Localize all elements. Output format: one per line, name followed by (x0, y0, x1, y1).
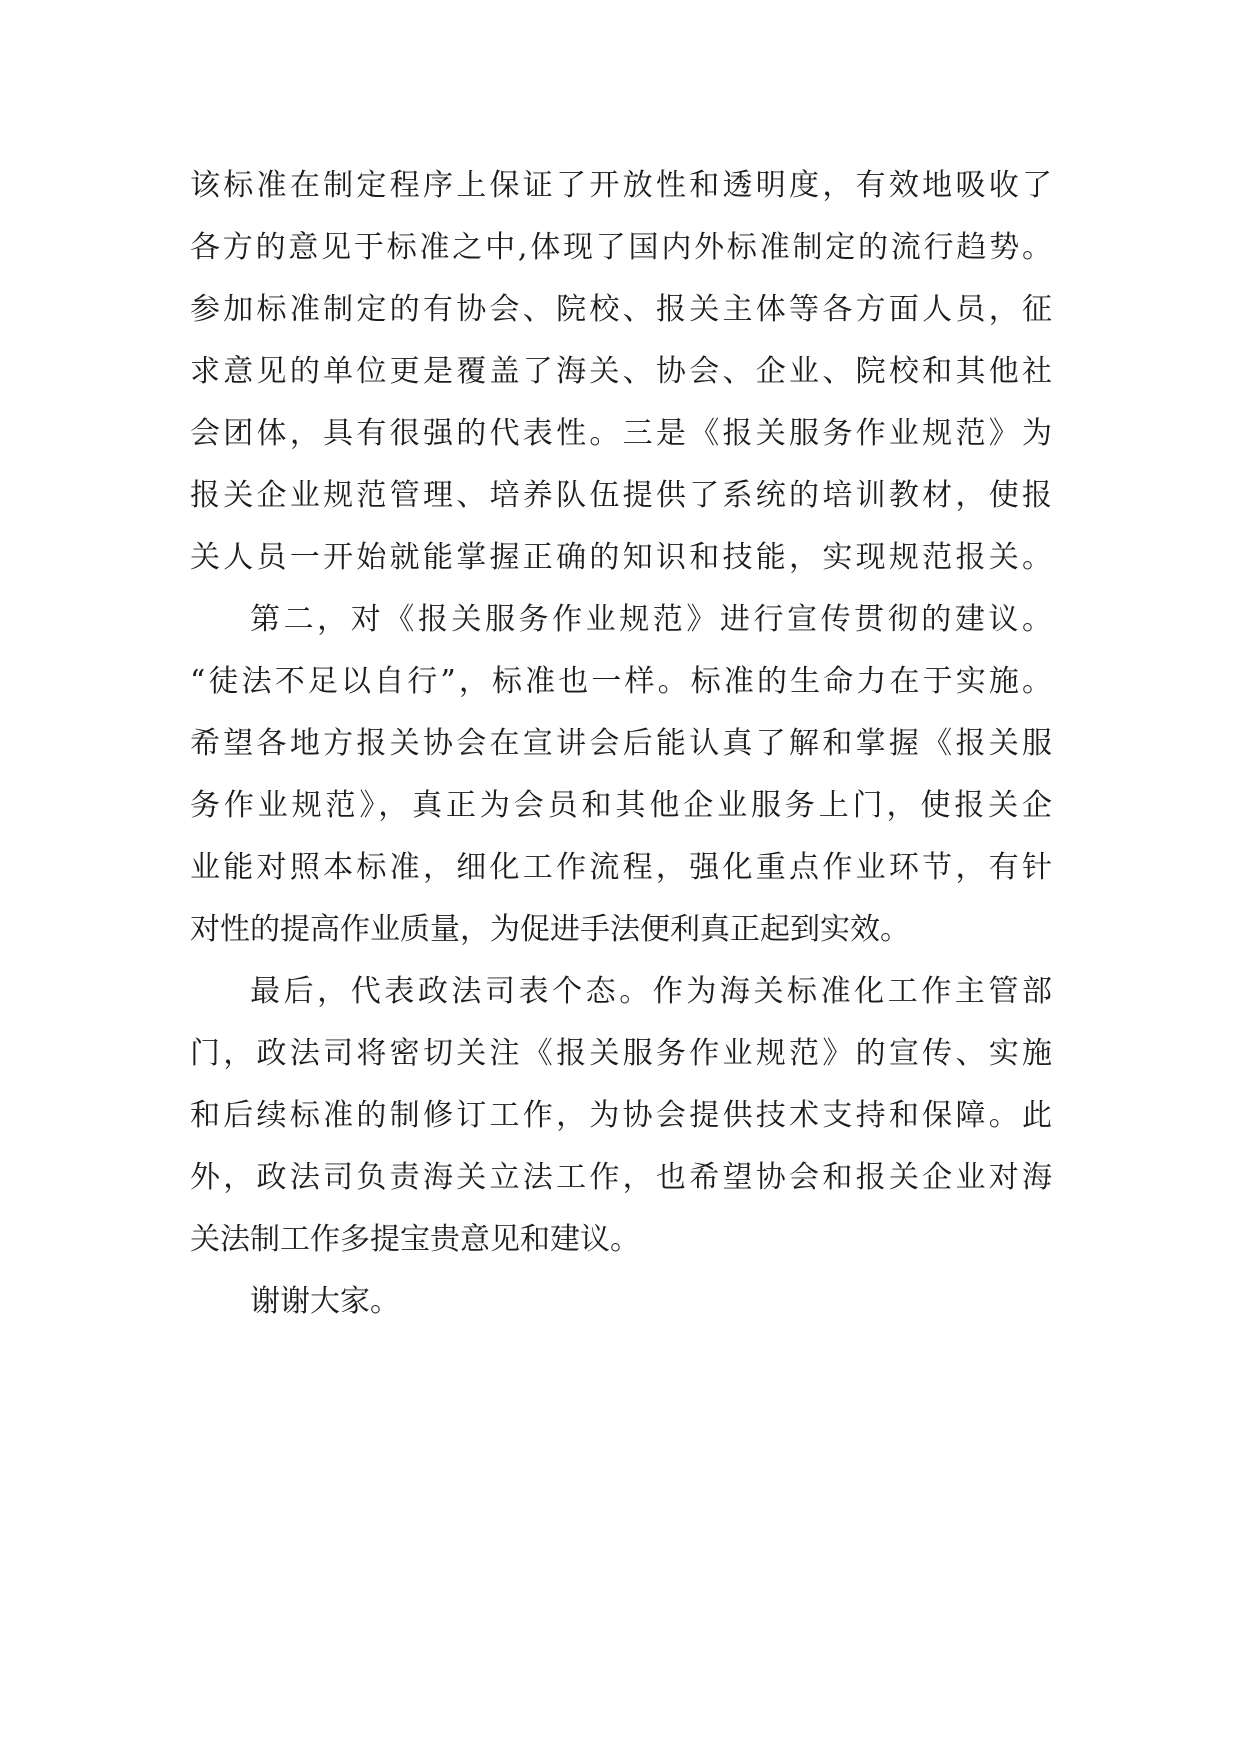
text-line: 报关企业规范管理、培养队伍提供了系统的培训教材，使报 (190, 478, 1052, 513)
text-line: “徒法不足以自行”，标准也一样。标准的生命力在于实施。 (190, 664, 1052, 699)
text-line: 最后，代表政法司表个态。作为海关标准化工作主管部 (250, 974, 1052, 1009)
text-line: 外，政法司负责海关立法工作，也希望协会和报关企业对海 (190, 1160, 1052, 1195)
text-line: 参加标准制定的有协会、院校、报关主体等各方面人员，征 (190, 292, 1052, 327)
text-line: 对性的提高作业质量，为促进手法便利真正起到实效。 (190, 912, 910, 947)
text-line: 该标准在制定程序上保证了开放性和透明度，有效地吸收了 (190, 168, 1052, 203)
text-line: 和后续标准的制修订工作，为协会提供技术支持和保障。此 (190, 1098, 1052, 1133)
text-line: 希望各地方报关协会在宣讲会后能认真了解和掌握《报关服 (190, 726, 1052, 761)
text-line: 谢谢大家。 (250, 1284, 400, 1319)
body-text (190, 155, 1052, 1333)
text-line: 各方的意见于标准之中,体现了国内外标准制定的流行趋势。 (190, 230, 1052, 265)
text-line: 会团体，具有很强的代表性。三是《报关服务作业规范》为 (190, 416, 1052, 451)
text-line: 业能对照本标准，细化工作流程，强化重点作业环节，有针 (190, 850, 1052, 885)
text-line: 关法制工作多提宝贵意见和建议。 (190, 1222, 640, 1257)
text-line: 门，政法司将密切关注《报关服务作业规范》的宣传、实施 (190, 1036, 1052, 1071)
text-line: 务作业规范》，真正为会员和其他企业服务上门，使报关企 (190, 788, 1052, 823)
text-line: 第二，对《报关服务作业规范》进行宣传贯彻的建议。 (250, 602, 1052, 637)
text-line: 关人员一开始就能掌握正确的知识和技能，实现规范报关。 (190, 540, 1052, 575)
text-line: 求意见的单位更是覆盖了海关、协会、企业、院校和其他社 (190, 354, 1052, 389)
